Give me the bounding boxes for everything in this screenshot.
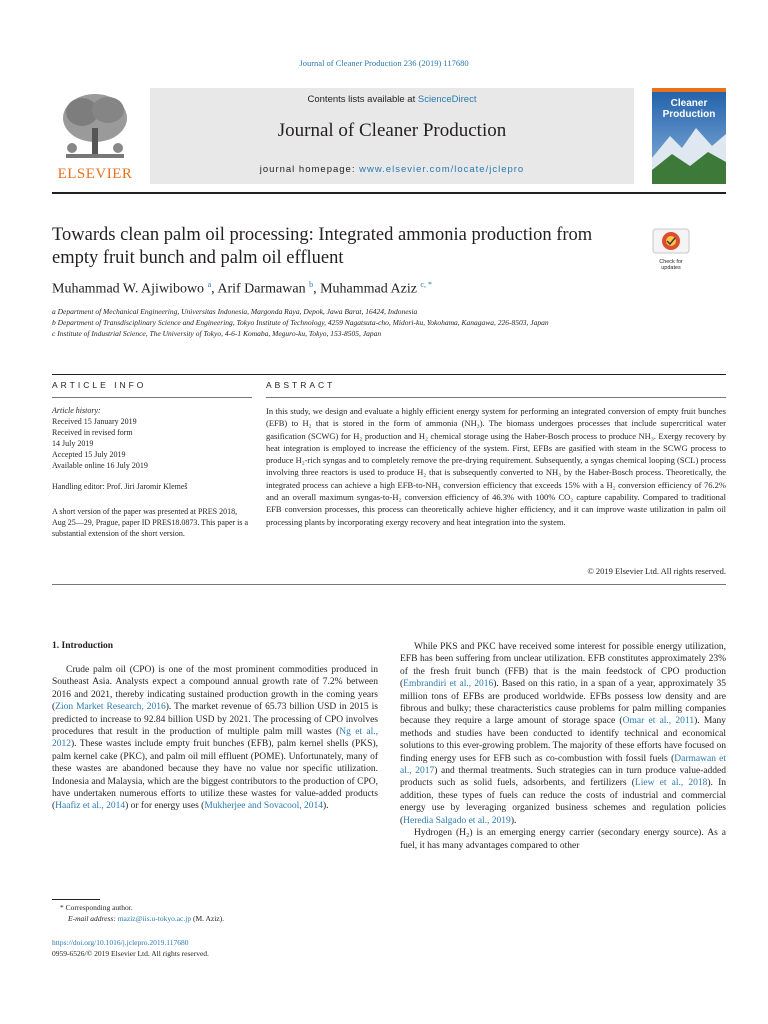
abstract-copyright: © 2019 Elsevier Ltd. All rights reserved. <box>587 566 726 576</box>
author-separator: , <box>313 281 321 297</box>
affiliations <box>52 306 652 339</box>
paragraph-text: ) and thermal treatments. Such strategies can in turn produce value-added products such as solid fuels, adsorbents, and fertilizers ( <box>400 766 727 789</box>
paragraph-text: ). The market revenue of 65.73 billion USD in 2015 is predicted to increase to 92.84 billion USD by 2021. The processing of CPO involves procedures that result in the production of multiple palm mill wastes ( <box>52 702 378 738</box>
short-version-note: A short version of the paper was presented at PRES 2018, Aug 25—29, Prague, paper ID PRES18.0873. This paper is a substantial extension of the short version. <box>52 507 249 538</box>
article-history-label: Article history: <box>52 406 101 415</box>
header-divider <box>52 192 726 194</box>
doi-block <box>52 938 352 959</box>
paragraph-text: ). <box>323 801 329 812</box>
paragraph-text: While PKS and PKC have received some interest for possible energy utilization, EFB has been suffering from unclear utilization. EFB constitutes approximately 23% of the fresh fruit bunch (FFB) that is the main feedstock of CPO production ( <box>400 642 726 690</box>
affiliation-b: b Department of Transdisciplinary Science and Engineering, Tokyo Institute of Technology, 4259 Nagatsuta-cho, Midori-ku, Yokohama, Kanagawa, 226-8503, Japan <box>52 318 549 327</box>
check-updates-icon <box>652 228 690 254</box>
abstract-rule <box>266 397 726 398</box>
history-online: Available online 16 July 2019 <box>52 461 148 470</box>
journal-cover-image[interactable] <box>652 88 726 184</box>
journal-header <box>150 88 634 184</box>
issn-copyright: 0959-6526/© 2019 Elsevier Ltd. All rights reserved. <box>52 948 209 958</box>
check-for-updates-button[interactable] <box>652 228 690 271</box>
email-link[interactable]: maziz@iis.u-tokyo.ac.jp <box>117 913 192 923</box>
intro-paragraph-1 <box>52 664 378 813</box>
history-revised-date: 14 July 2019 <box>52 439 94 448</box>
check-updates-line2: updates <box>661 265 681 271</box>
email-label: E-mail address: <box>68 913 118 923</box>
footnote-rule <box>52 899 100 900</box>
section-divider <box>52 374 726 375</box>
intro-left-column <box>52 664 378 813</box>
paragraph-text: Crude palm oil (CPO) is one of the most prominent commodities produced in Southeast Asia. Analysts expect a compound annual growth rate of 7.2% between 2016 and 2021, thereby indicating sustained production growth in the coming years ( <box>52 665 378 713</box>
journal-citation-link[interactable]: Journal of Cleaner Production 236 (2019) 117680 <box>299 58 469 68</box>
corresponding-author: * Corresponding author. <box>60 903 133 912</box>
citation-link[interactable]: Darmawan et al., 2017 <box>400 753 727 777</box>
journal-title: Journal of Cleaner Production <box>277 120 507 141</box>
citation-link[interactable]: Ng et al., 2012 <box>52 727 378 750</box>
paragraph-text: ). Based on this ratio, in a span of a year, approximately 35 million tons of EFBs are produced worldwide. EFBs possess low density and are fibrous and bulky; these characteristics cause problems for palm milling companies because they require a large amount of storage space ( <box>400 679 726 727</box>
elsevier-wordmark: ELSEVIER <box>57 166 133 182</box>
check-updates-label <box>652 259 690 271</box>
paragraph-text: ). These wastes include empty fruit bunches (EFB), palm kernel shells (PKS), palm kernel cake (PKC), and palm oil mill effluent (POME). Unfortunately, many of these wastes are abandoned because they have no value nor specific utilization. Indonesia and Malaysia, which are the biggest contributors to the production of CPO, have undertaken numerous efforts to utilize these wastes for value-added products ( <box>52 739 378 812</box>
homepage-link[interactable]: www.elsevier.com/locate/jclepro <box>359 164 525 175</box>
doi-link[interactable]: https://doi.org/10.1016/j.jclepro.2019.117680 <box>52 938 189 947</box>
citation-link[interactable]: Omar et al., 2011 <box>622 716 695 727</box>
citation-link[interactable]: Heredia Salgado et al., 2019 <box>403 815 511 826</box>
article-info <box>52 405 252 539</box>
abstract-text: In this study, we design and evaluate a highly efficient energy system for performing an integrated conversion of empty fruit bunches (EFB) to H₂ that is stored in the form of ammonia (NH₃). The biomass undergoes processes that include supercritical water gasification (SCWG) for H₂ production and H₂ chemical storage using the Haber-Bosch process to produce NH₃. Exergy recovery by heat integration is employed to increase the efficiency of the system. First, EFBs are gasified with steam in the SCWG process to produce H₂-rich syngas and to completely remove the pre-drying requirement. Subsequently, a syngas chemical looping (SCL) process involving three reactors is used to produce H₂ that is subsequently converted to NH₃ by the Haber-Bosch process. Theoretically, the integrated process can achieve a high EFB-to-NH₃ conversion efficiency that exceeds 15% with a H₂ conversion efficiency of 76.2% and an overall maximum syngas-to-H₂ conversion efficiency of 46.3% with 100% CO₂ capture capability. Compared to traditional EFB conversion processes, this process can theoretically achieve higher efficiency, and it can improve waste utilization in palm oil processing plants by incorporating exergy recovery and heat integration into the system. <box>266 406 726 527</box>
paragraph-text: ). <box>510 815 517 826</box>
handling-editor: Handling editor: Prof. Jiri Jaromir Klemeš <box>52 482 188 491</box>
author-affiliation-link[interactable]: c, * <box>420 280 432 289</box>
contents-prefix: Contents lists available at <box>307 94 418 105</box>
intro-paragraph-3: Hydrogen (H₂) is an emerging energy carrier (secondary energy source). As a fuel, it has many advantages compared to other <box>400 828 726 851</box>
abstract-end-rule <box>52 584 726 585</box>
citation-link[interactable]: Embrandiri et al., 2016 <box>403 679 494 690</box>
author-name: Muhammad W. Ajiwibowo <box>52 281 208 297</box>
history-accepted: Accepted 15 July 2019 <box>52 450 126 459</box>
email-line <box>52 914 352 925</box>
email-suffix: (M. Aziz). <box>191 913 224 923</box>
author-separator: , <box>211 281 218 297</box>
check-updates-line1: Check for <box>659 259 683 265</box>
affiliation-a: a Department of Mechanical Engineering, Universitas Indonesia, Margonda Raya, Depok, Jawa Barat, 16424, Indonesia <box>52 307 418 316</box>
history-revised-label: Received in revised form <box>52 428 133 437</box>
citation-link[interactable]: Haafiz et al., 2014 <box>55 801 126 812</box>
corresponding-author-footnote <box>52 903 352 924</box>
paragraph-text: ) or for energy uses ( <box>125 801 205 812</box>
introduction-heading: 1. Introduction <box>52 641 114 651</box>
cover-title-line1: Cleaner <box>670 98 708 109</box>
paragraph-text: ). In addition, these types of fuels can reduce the costs of industrial and commercial energy use by leveraging organized business schemes and regulation policies ( <box>400 778 727 826</box>
intro-paragraph-2 <box>400 641 726 827</box>
cover-title-line2: Production <box>662 109 716 120</box>
article-info-rule <box>52 397 252 398</box>
abstract-heading: ABSTRACT <box>266 380 336 390</box>
history-received: Received 15 January 2019 <box>52 417 137 426</box>
sciencedirect-link[interactable]: ScienceDirect <box>417 94 477 105</box>
author-affiliation-link[interactable]: a <box>207 280 212 289</box>
homepage-prefix: journal homepage: <box>259 164 360 175</box>
citation-link[interactable]: Mukherjee and Sovacool, 2014 <box>204 801 324 812</box>
author-name: Muhammad Aziz <box>320 281 421 297</box>
author-name: Arif Darmawan <box>217 281 310 297</box>
citation-link[interactable]: Liew et al., 2018 <box>634 778 708 789</box>
article-info-heading: ARTICLE INFO <box>52 380 147 390</box>
author-affiliation-link[interactable]: b <box>309 280 314 289</box>
elsevier-logo[interactable] <box>52 88 138 184</box>
affiliation-c: c Institute of Industrial Science, The University of Tokyo, 4-6-1 Komaba, Meguro-ku, Tokyo, 153-8505, Japan <box>52 329 382 338</box>
cover-title <box>652 98 726 120</box>
citation-link[interactable]: Zion Market Research, 2016 <box>55 702 166 713</box>
author-list <box>52 280 692 298</box>
paper-title: Towards clean palm oil processing: Integrated ammonia production from empty fruit bunch and palm oil effluent <box>52 225 593 268</box>
contents-line <box>150 94 634 105</box>
journal-homepage <box>150 164 634 175</box>
intro-right-column <box>400 641 726 852</box>
paragraph-text: ). Many methods and studies have been conducted to identify technical and economical solutions to this ever-growing problem. The majority of these efforts have focused on finding energy uses for EFB such as co-combustion with fossil fuels ( <box>400 716 727 764</box>
